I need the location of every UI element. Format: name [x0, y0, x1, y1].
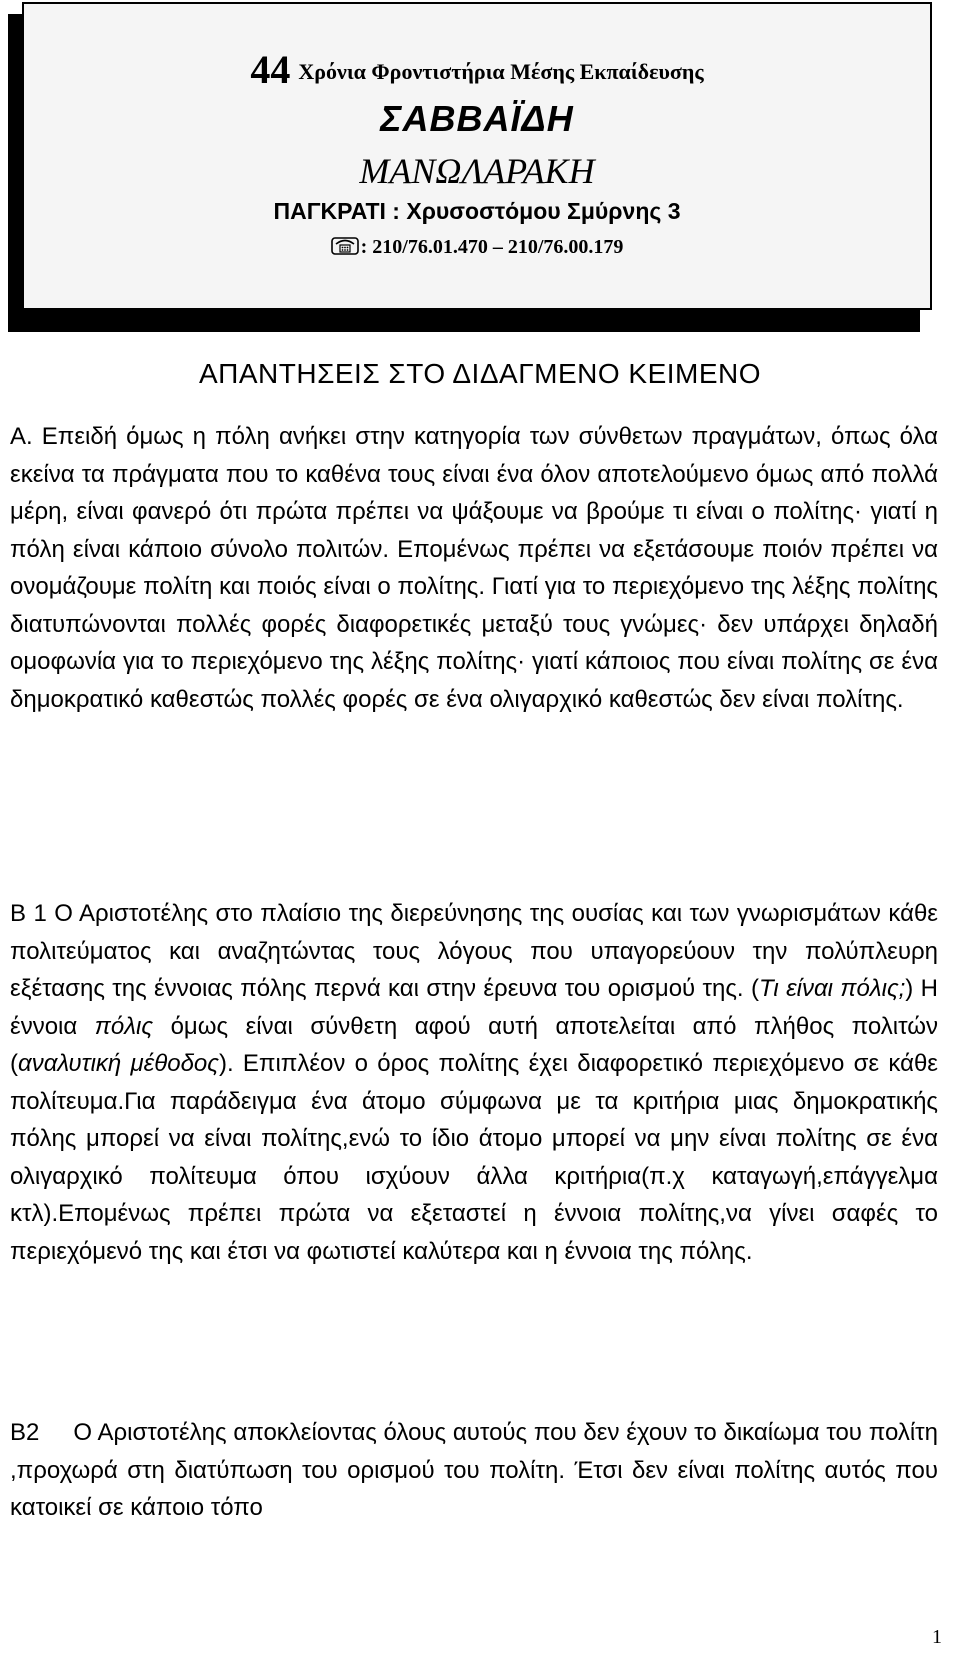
header-phones: : 210/76.01.470 – 210/76.00.179	[360, 236, 624, 258]
header-years-line	[24, 46, 930, 93]
header-years-number: 44	[250, 47, 291, 92]
paragraph-b1-italic-question: Τι είναι πόλις;	[758, 975, 906, 1002]
paragraph-b1	[10, 895, 938, 1270]
header-name-secondary: ΜΑΝΩΛΑΡΑΚΗ	[359, 151, 595, 191]
paragraph-b2: Β2 Ο Αριστοτέλης αποκλείοντας όλους αυτούς που δεν έχουν το δικαίωμα του πολίτη ,προχωρά στη διατύπωση του ορισμού του πολίτη. Έτσι δεν είναι πολίτης αυτός που κατοικεί σε κάποιο τόπο	[10, 1419, 945, 1521]
paragraph-b1-italic-method: αναλυτική μέθοδος	[18, 1050, 219, 1077]
section-title: ΑΠΑΝΤΗΣΕΙΣ ΣΤΟ ΔΙΔΑΓΜΕΝΟ ΚΕΙΜΕΝΟ	[198, 358, 762, 389]
paragraph-b1-italic-polis: πόλις	[94, 1012, 154, 1040]
header-subtitle: Χρόνια Φροντιστήρια Μέσης Εκπαίδευσης	[298, 59, 704, 84]
paragraph-b1-text-4: ). Επιπλέον ο όρος πολίτης έχει διαφορετικό περιεχόμενο σε κάθε πολίτευμα.Για παράδειγμα ένα άτομο σύμφωνα με τα κριτήρια μιας δημοκρατικής πόλης μπορεί να είναι πολίτης,ενώ το ίδιο άτομο μπορεί να μην είναι πολίτης σε ένα ολιγαρχικό πολίτευμα όπου ισχύουν άλλα κριτήρια(π.χ καταγωγή,επάγγελμα κτλ).Επομένως πρέπει πρώτα να εξεταστεί η έννοια πολίτης,να γίνει σαφές το περιεχόμενό της και έτσι να φωτιστεί καλύτερα και η έννοια της πόλης.	[10, 1050, 939, 1265]
paragraph-b1-text-1: Β 1 Ο Αριστοτέλης στο πλαίσιο της διερεύνησης της ουσίας και των γνωρισμάτων κάθε πολιτεύματος και αναζητώντας τους λόγους που υπαγορεύουν την πολύπλευρη εξέτασης της έννοιας πόλης περνά και στην έρευνα του ορισμού της. (	[10, 900, 938, 1002]
header-box	[22, 2, 932, 310]
header-address: ΠΑΓΚΡΑΤΙ : Χρυσοστόμου Σμύρνης 3	[273, 198, 681, 224]
header-name-primary: ΣΑΒΒΑΪΔΗ	[380, 98, 574, 139]
paragraph-b1-text-3: όμως είναι σύνθετη αφού αυτή αποτελείται από πλήθος πολιτών (	[10, 1012, 939, 1077]
page-number: 1	[932, 1626, 942, 1648]
paragraph-b1-text-2: ) Η έννοια	[10, 975, 938, 1040]
telephone-icon	[331, 236, 359, 256]
header-phones-line	[24, 236, 930, 259]
paragraph-a: Α. Επειδή όμως η πόλη ανήκει στην κατηγορία των σύνθετων πραγμάτων, όπως όλα εκείνα τα πράγματα που το καθένα τους είναι ένα όλον αποτελούμενο όμως από πολλά μέρη, είναι φανερό ότι πρώτα πρέπει να ψάξουμε να βρούμε τι είναι ο πολίτης· γιατί η πόλη είναι κάποιο σύνολο πολιτών. Επομένως πρέπει να εξετάσουμε ποιόν πρέπει να ονομάζουμε πολίτη και ποιός είναι ο πολίτης. Γιατί για το περιεχόμενο της λέξης πολίτης διατυπώνονται πολλές φορές διαφορετικές μεταξύ τους γνώμες· δεν υπάρχει δηλαδή ομοφωνία για το περιεχόμενο της λέξης πολίτης· γιατί κάποιος που είναι πολίτης σε ένα δημοκρατικό καθεστώς πολλές φορές σε ένα ολιγαρχικό καθεστώς δεν είναι πολίτης.	[10, 423, 938, 713]
